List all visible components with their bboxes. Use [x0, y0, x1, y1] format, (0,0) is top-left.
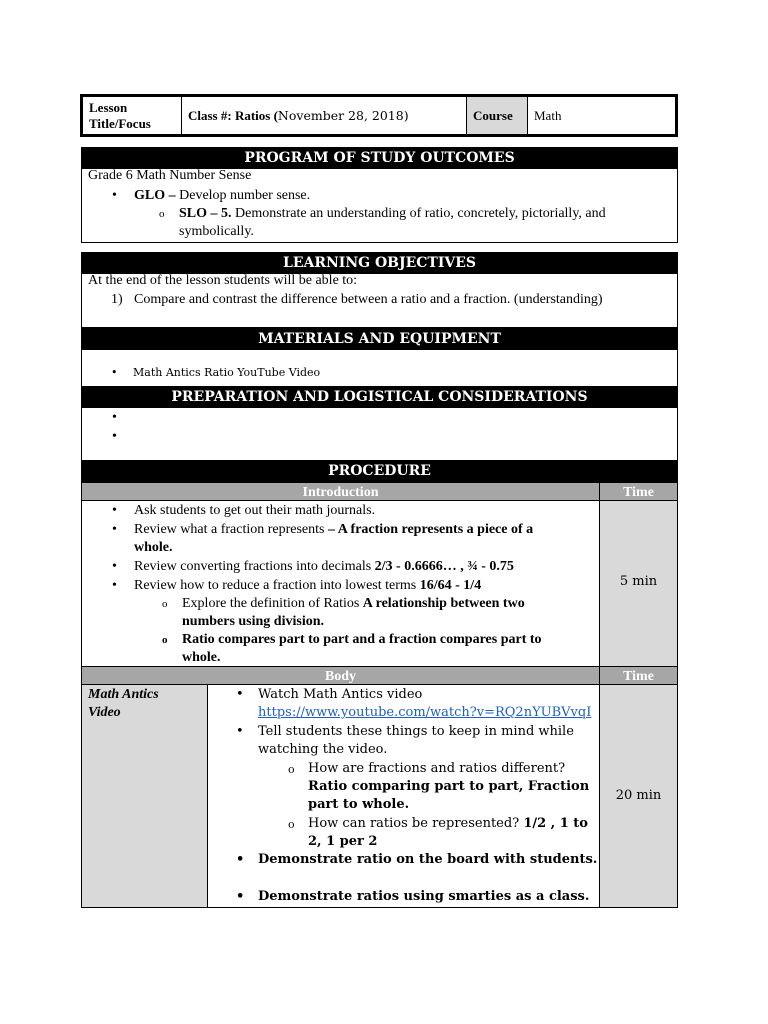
objective-item: Compare and contrast the difference between a ratio and a fraction. (understanding): [134, 292, 603, 307]
intro-item-decimals-example: 2/3 - 0.6666… , ¾ - 0.75: [374, 559, 514, 574]
body-label-line1: Math Antics: [88, 687, 159, 702]
glo-label: GLO –: [134, 188, 176, 203]
body-sub-different-answer: Ratio comparing part to part, Fraction: [308, 779, 590, 794]
body-item-smarties: • Demonstrate ratios using smarties as a class.: [258, 889, 589, 904]
class-date: November 28, 2018): [277, 108, 409, 123]
body-item-tell: • Tell students these things to keep in mind while: [258, 724, 574, 739]
materials-item: • Math Antics Ratio YouTube Video: [133, 366, 320, 379]
body-sub-represent-text: How can ratios be represented?: [308, 816, 524, 831]
class-title: [182, 97, 467, 134]
body-label-line2: Video: [88, 705, 121, 720]
body-sub-represent: [308, 816, 588, 831]
intro-item-decimals: [134, 559, 514, 575]
objective-number: 1): [111, 292, 123, 307]
course-label: Course: [467, 97, 528, 134]
intro-item-decimals-text: Review converting fractions into decimals: [134, 559, 375, 574]
intro-sub-ratio-def-cont: numbers using division.: [182, 614, 324, 629]
body-sub-different-answer-cont: part to whole.: [308, 797, 410, 812]
course-value: Math: [534, 107, 562, 123]
intro-time: 5 min: [619, 574, 658, 589]
intro-item-reduce: [134, 578, 481, 594]
intro-item-reduce-example: 16/64 - 1/4: [419, 578, 482, 593]
body-sub-different: o How are fractions and ratios different?: [308, 761, 565, 776]
preparation-heading: PREPARATION AND LOGISTICAL CONSIDERATIONS: [81, 386, 678, 408]
intro-item-reduce-text: Review how to reduce a fraction into lowest terms: [134, 578, 420, 593]
glo-item: [134, 188, 310, 204]
slo-label: SLO – 5.: [179, 206, 232, 221]
body-header: Body: [81, 666, 600, 685]
intro-item-journals: • Ask students to get out their math journals.: [134, 503, 375, 519]
intro-item-fraction: [134, 522, 533, 538]
intro-item-fraction-cont: whole.: [134, 540, 173, 555]
body-sub-represent-answer: 1/2 , 1 to: [523, 816, 588, 831]
body-sub-represent-cont: 2, 1 per 2: [308, 834, 378, 849]
intro-sub-ratio-def: [182, 596, 525, 612]
learning-objectives-heading: LEARNING OBJECTIVES: [81, 252, 678, 274]
body-item-board: • Demonstrate ratio on the board with students.: [258, 852, 597, 867]
intro-sub-compare: o Ratio compares part to part and a fraction compares part to: [182, 632, 542, 648]
glo-text: Develop number sense.: [175, 188, 311, 203]
slo-text: Demonstrate an understanding of ratio, concretely, pictorially, and: [231, 206, 606, 221]
intro-time-header: Time: [599, 482, 678, 501]
class-title-label: Class #: Ratios (: [188, 107, 278, 123]
body-time-header: Time: [599, 666, 678, 685]
materials-heading: MATERIALS AND EQUIPMENT: [81, 328, 678, 350]
introduction-header: Introduction: [81, 482, 600, 501]
body-item-tell-cont: watching the video.: [258, 742, 388, 757]
intro-sub-compare-cont: whole.: [182, 650, 221, 665]
slo-item: [179, 206, 606, 222]
lesson-header-table: [80, 94, 678, 137]
intro-item-fraction-def: – A fraction represents a piece of a: [327, 522, 534, 537]
procedure-heading: PROCEDURE: [81, 460, 678, 482]
video-link[interactable]: https://www.youtube.com/watch?v=RQ2nYUBVvqI: [258, 705, 592, 720]
body-item-watch: • Watch Math Antics video: [258, 687, 422, 702]
lesson-title-label: Lesson Title/Focus: [83, 97, 182, 134]
program-grade-line: Grade 6 Math Number Sense: [88, 168, 252, 183]
preparation-box: [81, 407, 678, 461]
intro-sub-ratio-def-text: Explore the definition of Ratios: [182, 596, 363, 611]
slo-text-cont: symbolically.: [179, 224, 254, 239]
program-outcomes-heading: PROGRAM OF STUDY OUTCOMES: [81, 147, 678, 169]
intro-sub-ratio-def-bold: A relationship between two: [362, 596, 525, 611]
body-time: 20 min: [615, 788, 662, 803]
objectives-intro: At the end of the lesson students will be able to:: [88, 273, 358, 288]
intro-item-fraction-text: Review what a fraction represents: [134, 522, 328, 537]
